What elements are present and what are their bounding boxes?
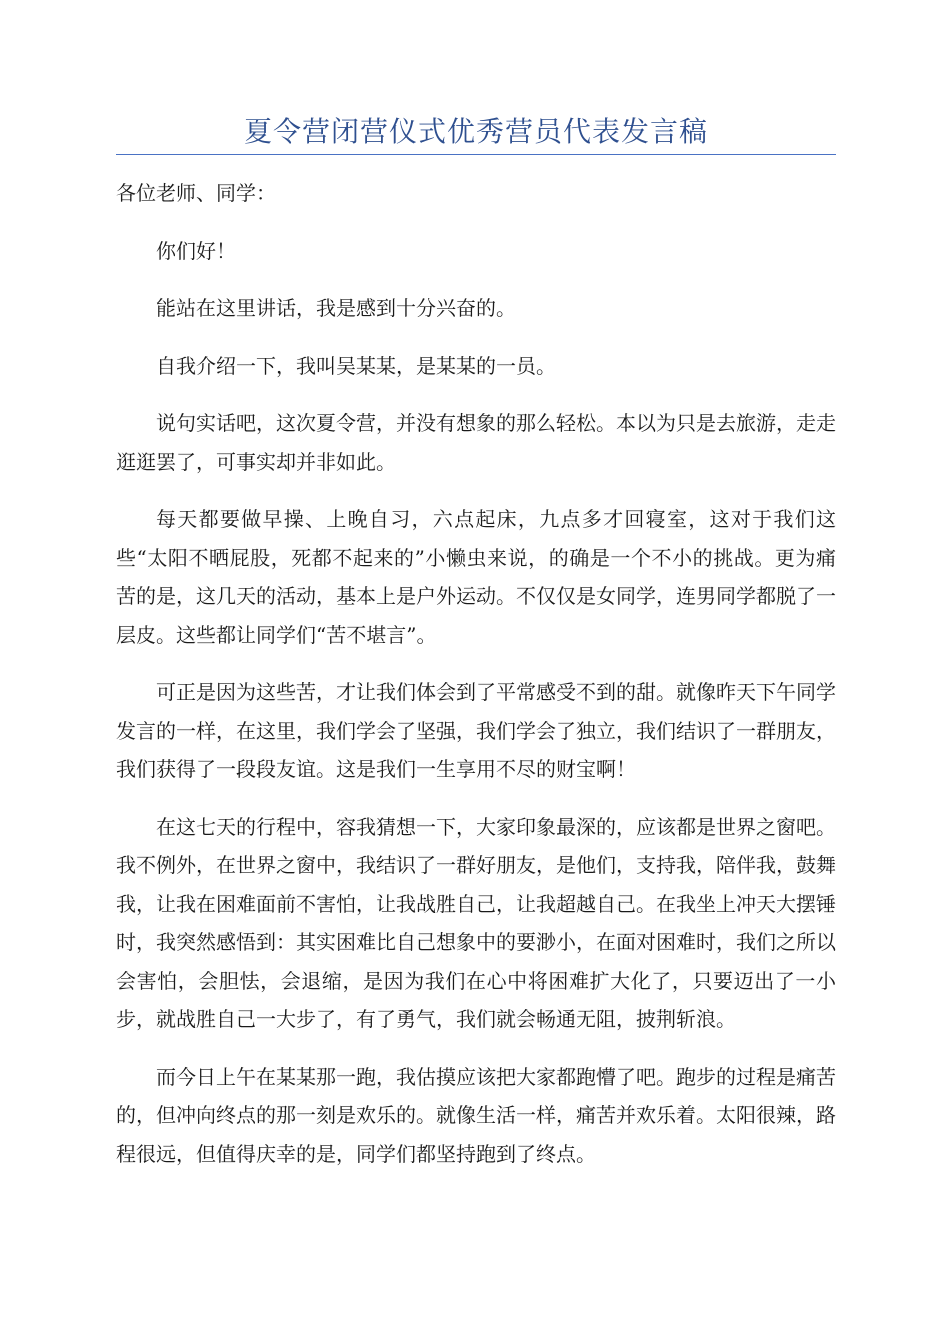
paragraph: 说句实话吧，这次夏令营，并没有想象的那么轻松。本以为只是去旅游，走走逛逛罢了，可事实却并非如此。	[116, 411, 836, 474]
document-body	[116, 174, 836, 1192]
title-underline	[116, 154, 836, 155]
paragraph: 你们好！	[156, 238, 236, 263]
paragraph: 在这七天的行程中，容我猜想一下，大家印象最深的，应该都是世界之窗吧。我不例外，在世界之窗中，我结识了一群好朋友，是他们，支持我，陪伴我，鼓舞我，让我在困难面前不害怕，让我战胜自己，让我超越自己。在我坐上冲天大摆锤时，我突然感悟到：其实困难比自己想象中的要渺小，在面对困难时，我们之所以会害怕，会胆怯，会退缩，是因为我们在心中将困难扩大化了，只要迈出了一小步，就战胜自己一大步了，有了勇气，我们就会畅通无阻，披荆斩浪。	[116, 814, 836, 1031]
salutation: 各位老师、同学：	[116, 181, 276, 205]
paragraph: 每天都要做早操、上晚自习，六点起床，九点多才回寝室，这对于我们这些“太阳不晒屁股，死都不起来的”小懒虫来说，的确是一个不小的挑战。更为痛苦的是，这几天的活动，基本上是户外运动。不仅仅是女同学，连男同学都脱了一层皮。这些都让同学们“苦不堪言”。	[116, 507, 836, 647]
paragraph: 可正是因为这些苦，才让我们体会到了平常感受不到的甜。就像昨天下午同学发言的一样，在这里，我们学会了坚强，我们学会了独立，我们结识了一群朋友，我们获得了一段段友谊。这是我们一生享用不尽的财宝啊！	[116, 680, 836, 781]
paragraph: 自我介绍一下，我叫吴某某，是某某的一员。	[156, 353, 556, 378]
paragraph: 而今日上午在某某那一跑，我估摸应该把大家都跑懵了吧。跑步的过程是痛苦的，但冲向终点的那一刻是欢乐的。就像生活一样，痛苦并欢乐着。太阳很辣，路程很远，但值得庆幸的是，同学们都坚持跑到了终点。	[116, 1064, 836, 1166]
document-title: 夏令营闭营仪式优秀营员代表发言稿	[243, 115, 708, 148]
paragraph: 能站在这里讲话，我是感到十分兴奋的。	[156, 296, 516, 320]
